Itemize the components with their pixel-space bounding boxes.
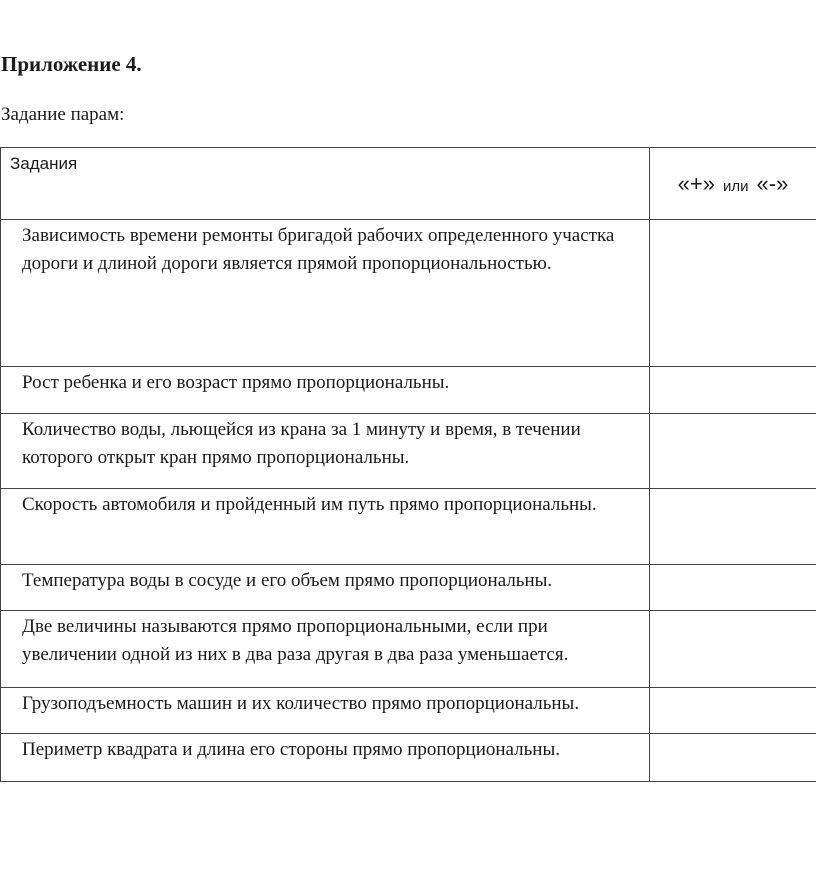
task-text: Скорость автомобиля и пройденный им путь прямо пропорциональны. bbox=[1, 489, 650, 565]
header-mark-minus: «-» bbox=[756, 170, 789, 196]
table-row bbox=[1, 367, 816, 414]
header-tasks: Задания bbox=[1, 148, 650, 220]
table-row bbox=[1, 565, 816, 611]
task-text: Две величины называются прямо пропорциональными, если при увеличении одной из них в два раза другая в два раза уменьшается. bbox=[1, 611, 650, 688]
table-row bbox=[1, 489, 816, 565]
table-row bbox=[1, 611, 816, 688]
table-row bbox=[1, 414, 816, 489]
answer-cell[interactable] bbox=[650, 367, 816, 414]
answer-cell[interactable] bbox=[650, 565, 816, 611]
table-row bbox=[1, 688, 816, 734]
document-subheading: Задание парам: bbox=[1, 104, 125, 125]
tasks-table bbox=[0, 147, 816, 782]
task-text: Рост ребенка и его возраст прямо пропорциональны. bbox=[1, 367, 650, 414]
answer-cell[interactable] bbox=[650, 220, 816, 367]
table-header-row bbox=[1, 148, 816, 220]
answer-cell[interactable] bbox=[650, 611, 816, 688]
header-mark bbox=[650, 148, 816, 220]
document-heading: Приложение 4. bbox=[1, 52, 142, 76]
header-mark-plus: «+» bbox=[677, 170, 715, 196]
task-text: Температура воды в сосуде и его объем прямо пропорциональны. bbox=[1, 565, 650, 611]
task-text: Периметр квадрата и длина его стороны прямо пропорциональны. bbox=[1, 734, 650, 782]
task-text: Грузоподъемность машин и их количество прямо пропорциональны. bbox=[1, 688, 650, 734]
answer-cell[interactable] bbox=[650, 414, 816, 489]
answer-cell[interactable] bbox=[650, 489, 816, 565]
answer-cell[interactable] bbox=[650, 734, 816, 782]
answer-cell[interactable] bbox=[650, 688, 816, 734]
table-row bbox=[1, 734, 816, 782]
task-text: Зависимость времени ремонты бригадой рабочих определенного участка дороги и длиной дороги является прямой пропорциональностью. bbox=[1, 220, 650, 367]
header-mark-or: или bbox=[723, 177, 749, 195]
table-row bbox=[1, 220, 816, 367]
task-text: Количество воды, льющейся из крана за 1 минуту и время, в течении которого открыт кран прямо пропорциональны. bbox=[1, 414, 650, 489]
